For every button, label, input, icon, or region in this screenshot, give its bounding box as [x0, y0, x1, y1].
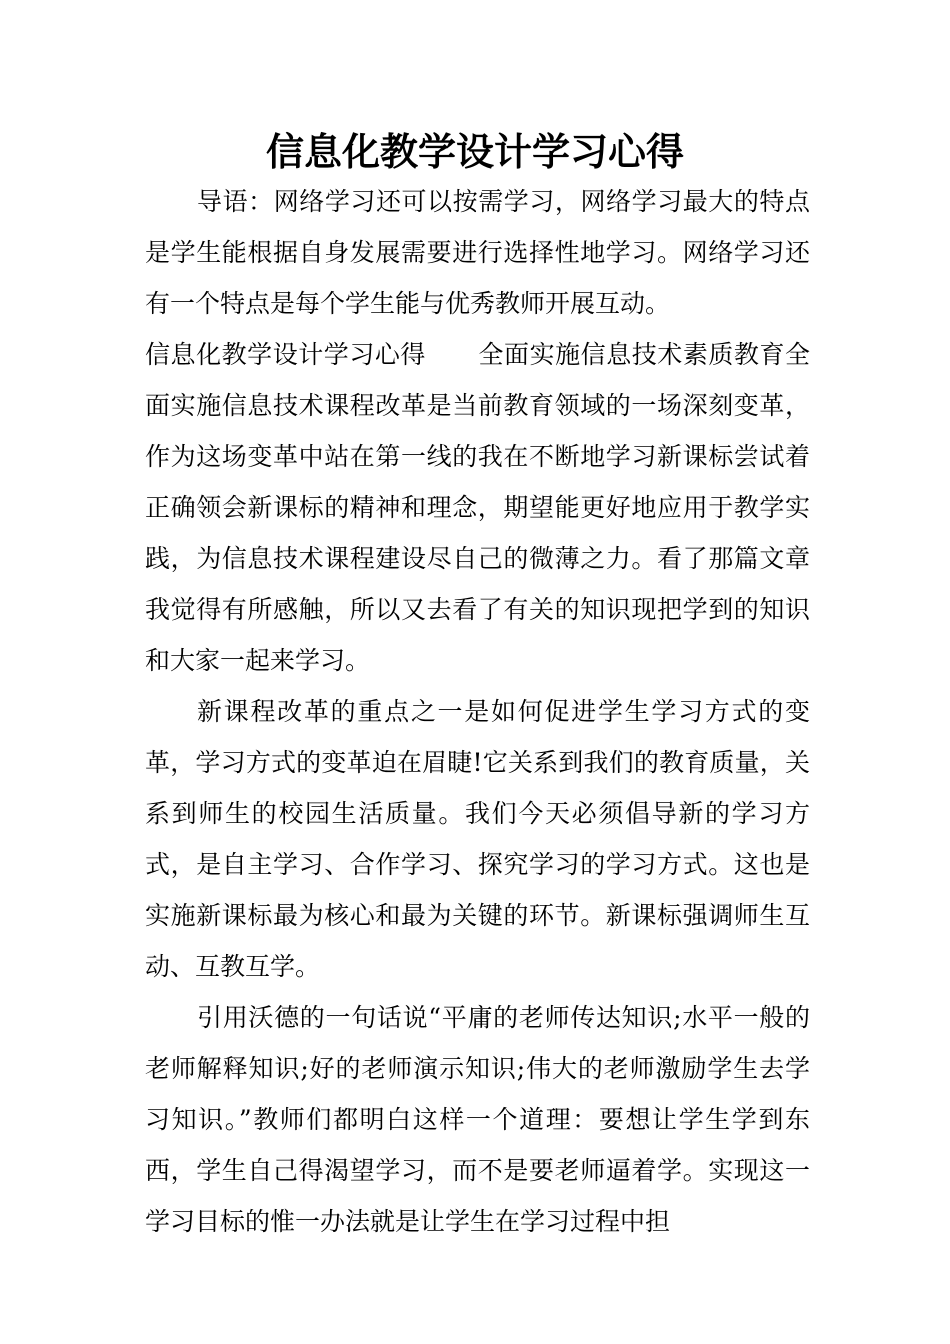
document-body — [145, 176, 810, 1247]
body-paragraph-quote: 引用沃德的一句话说“平庸的老师传达知识;水平一般的老师解释知识;好的老师演示知识;伟大的老师激励学生去学习知识。”教师们都明白这样一个道理：要想让学生学到东西，学生自己得渴望学习，而不是要老师逼着学。实现这一学习目标的惟一办法就是让学生在学习过程中担 — [145, 1003, 810, 1236]
section-paragraph — [145, 329, 810, 686]
section-paragraph-text: 全面实施信息技术素质教育全面实施信息技术课程改革是当前教育领域的一场深刻变革，作为这场变革中站在第一线的我在不断地学习新课标尝试着正确领会新课标的精神和理念，期望能更好地应用于教学实践，为信息技术课程建设尽自己的微薄之力。看了那篇文章我觉得有所感触，所以又去看了有关的知识现把学到的知识和大家一起来学习。 — [145, 340, 810, 675]
body-paragraph-reform: 新课程改革的重点之一是如何促进学生学习方式的变革，学习方式的变革迫在眉睫!它关系到我们的教育质量，关系到师生的校园生活质量。我们今天必须倡导新的学习方式，是自主学习、合作学习、探究学习的学习方式。这也是实施新课标最为核心和最为关键的环节。新课标强调师生互动、互教互学。 — [145, 697, 810, 981]
document-title: 信息化教学设计学习心得 — [265, 130, 684, 174]
intro-paragraph: 导语：网络学习还可以按需学习，网络学习最大的特点是学生能根据自身发展需要进行选择性地学习。网络学习还有一个特点是每个学生能与优秀教师开展互动。 — [145, 187, 810, 318]
section-heading: 信息化教学设计学习心得 — [145, 340, 426, 369]
